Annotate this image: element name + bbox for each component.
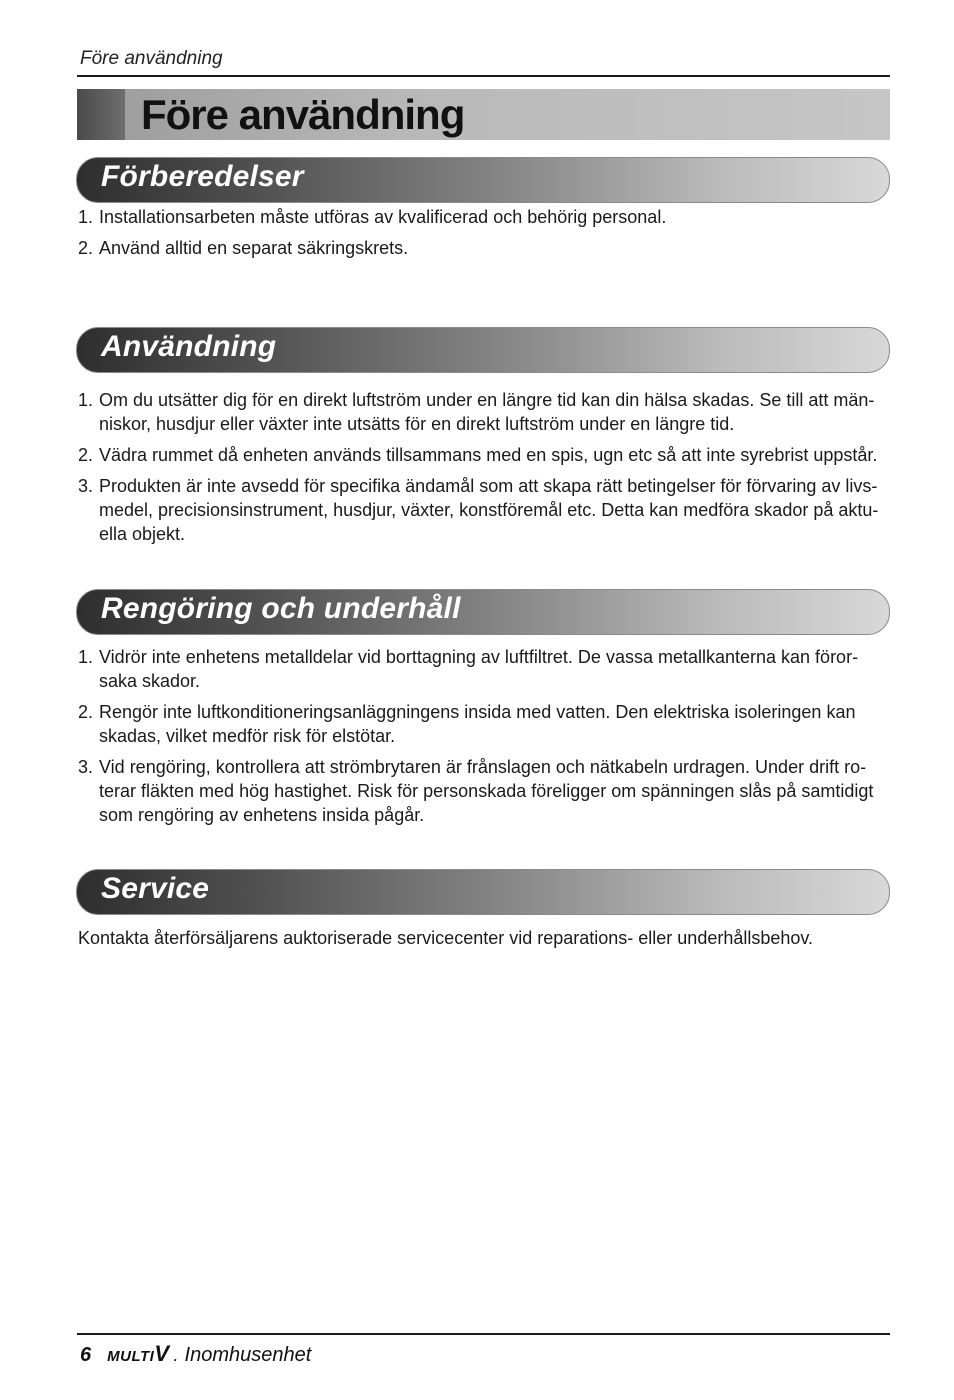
section-heading-rengoring: [76, 589, 890, 635]
list-item-text: Installationsarbeten måste utföras av kvalificerad och behörig personal.: [99, 207, 667, 227]
running-header: Före användning: [80, 48, 223, 69]
list-item-number: 2.: [78, 702, 94, 722]
list-item: [78, 443, 890, 467]
list-item-number: 1.: [78, 207, 94, 227]
logo-v: V: [154, 1341, 170, 1366]
list-item: [78, 474, 890, 546]
section-heading-anvandning: [76, 327, 890, 373]
section-list-rengoring: [78, 645, 890, 834]
list-item-number: 2.: [78, 445, 94, 465]
list-item: [78, 645, 890, 693]
list-item-text: Använd alltid en separat säkringskrets.: [99, 238, 409, 258]
title-bar-marker: [77, 89, 125, 140]
section-heading-service: [76, 869, 890, 915]
list-item-number: 3.: [78, 757, 94, 777]
multi-v-logo: [107, 1341, 169, 1367]
page-title-bar: [77, 89, 890, 140]
list-item: [78, 700, 890, 748]
header-rule: [77, 75, 890, 77]
section-heading-forberedelser: [76, 157, 890, 203]
list-item-text: Vädra rummet då enheten används tillsammans med en spis, ugn etc så att inte syrebrist uppstår.: [99, 445, 878, 465]
list-item-number: 1.: [78, 647, 94, 667]
list-item: [78, 236, 890, 260]
page-footer: [80, 1341, 311, 1367]
list-item-number: 1.: [78, 390, 94, 410]
section-list-anvandning: [78, 388, 890, 553]
list-item-text: Produkten är inte avsedd för specifika ändamål som att skapa rätt betingelser för förvaring av livs-medel, precisionsinstrument, husdjur, växter, konstföremål etc. Detta kan medföra skador på aktu-ella objekt.: [99, 476, 879, 544]
list-item-text: Om du utsätter dig för en direkt luftström under en längre tid kan din hälsa skadas. Se till att män-niskor, husdjur eller växter inte utsätts för en direkt luftström under en längre tid.: [99, 390, 875, 434]
list-item: [78, 755, 890, 827]
service-paragraph: Kontakta återförsäljarens auktoriserade servicecenter vid reparations- eller underhållsbehov.: [78, 928, 814, 948]
list-item-text: Vid rengöring, kontrollera att strömbrytaren är frånslagen och nätkabeln urdragen. Under drift ro-terar fläkten med hög hastighet. Risk för personskada föreligger om spänningen slås på samtidigt som rengöring av enhetens insida pågår.: [99, 757, 874, 825]
section-heading-text: Service: [101, 872, 210, 905]
page-number: 6: [80, 1344, 92, 1366]
logo-text: MULTI: [107, 1348, 155, 1365]
list-item-number: 2.: [78, 238, 94, 258]
list-item: [78, 388, 890, 436]
product-name: Inomhusenhet: [184, 1344, 312, 1366]
list-item-text: Rengör inte luftkonditioneringsanläggningens insida med vatten. Den elektriska isoleringen kan skadas, vilket medför risk för elstötar.: [99, 702, 856, 746]
list-item-text: Vidrör inte enhetens metalldelar vid borttagning av luftfiltret. De vassa metallkanterna kan föror-saka skador.: [99, 647, 859, 691]
list-item: [78, 205, 890, 229]
section-heading-text: Användning: [101, 330, 277, 363]
section-list-forberedelser: [78, 205, 890, 267]
list-item-number: 3.: [78, 476, 94, 496]
footer-rule: [77, 1333, 890, 1335]
page-title: Före användning: [141, 91, 465, 138]
section-heading-text: Rengöring och underhåll: [101, 592, 461, 625]
logo-dot: .: [173, 1345, 179, 1365]
section-heading-text: Förberedelser: [101, 160, 304, 193]
